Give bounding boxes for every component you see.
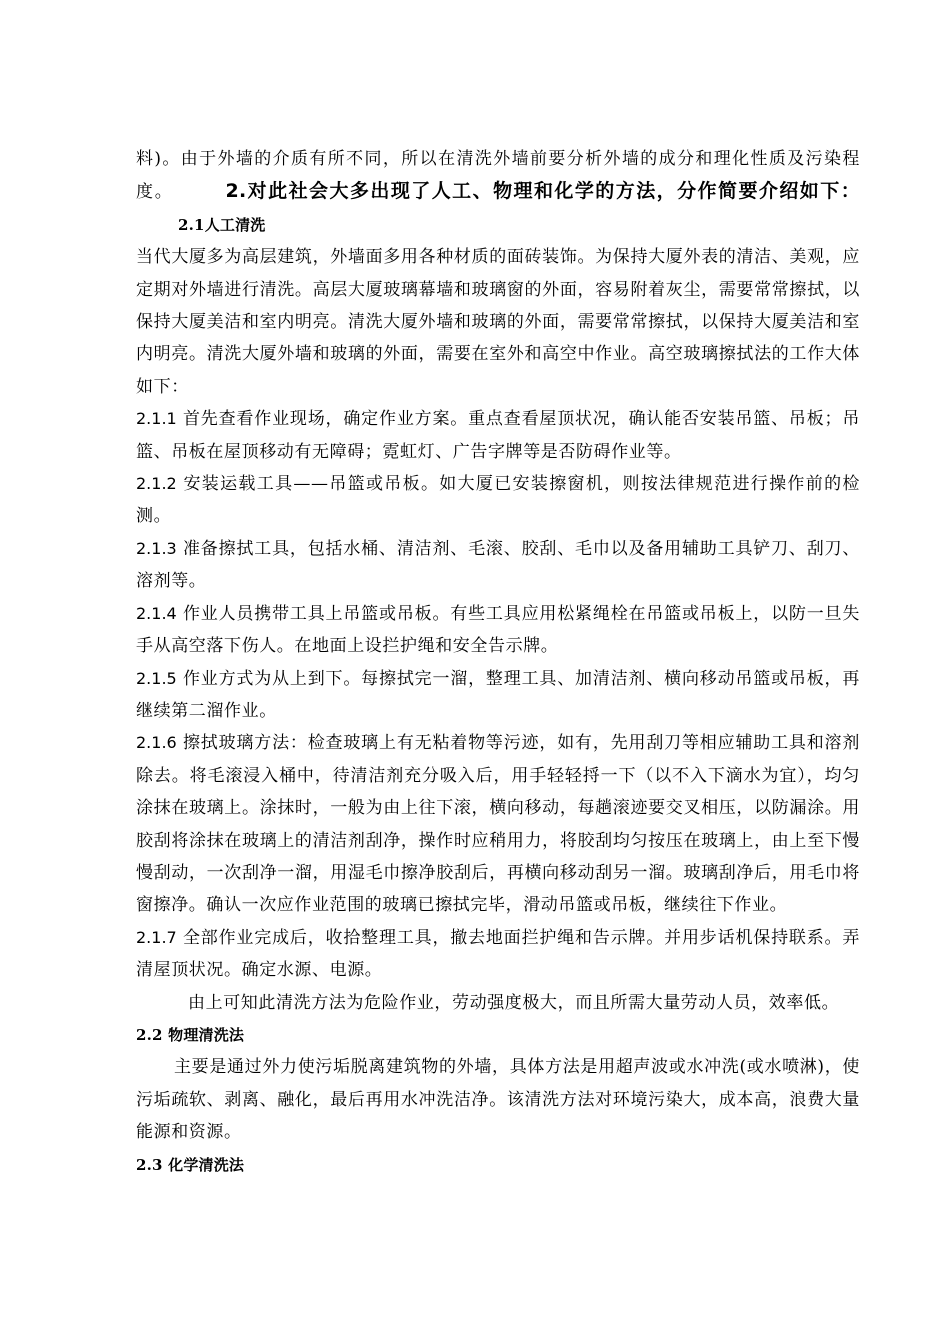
section-2-1-heading: 2.1人工清洗	[178, 215, 266, 234]
step-text: 首先查看作业现场，确定作业方案。重点查看屋顶状况，确认能否安装吊篮、吊板；吊篮、吊板在屋顶移动有无障碍；霓虹灯、广告字牌等是否防碍作业等。	[136, 409, 860, 462]
step-number: 2.1.5	[136, 668, 177, 688]
section-2-heading: 2.对此社会大多出现了人工、物理和化学的方法，分作简要介绍如下：	[225, 180, 860, 203]
intro-text: 料)。由于外墙的介质有所不同，所以在清洗外墙前要分析外墙的成分和理化性质及污染程度。	[136, 149, 860, 203]
step-number: 2.1.6	[136, 733, 177, 753]
step-text: 擦拭玻璃方法：检查玻璃上有无粘着物等污迹，如有，先用刮刀等相应辅助工具和溶剂除去。将毛滚浸入桶中，待清洁剂充分吸入后，用手轻轻捋一下（以不入下滴水为宜），均匀涂抹在玻璃上。涂抹时，一般为由上往下滚，横向移动，每趟滚迹要交叉相压，以防漏涂。用胶刮将涂抹在玻璃上的清洁剂刮净，操作时应稍用力，将胶刮均匀按压在玻璃上，由上至下慢慢刮动，一次刮净一溜，用湿毛巾擦净胶刮后，再横向移动刮另一溜。玻璃刮净后，用毛巾将窗擦净。确认一次应作业范围的玻璃已擦拭完毕，滑动吊篮或吊板，继续往下作业。	[136, 733, 860, 916]
step-text: 作业人员携带工具上吊篮或吊板。有些工具应用松紧绳栓在吊篮或吊板上，以防一旦失手从高空落下伤人。在地面上设拦护绳和安全告示牌。	[136, 603, 860, 657]
step-number: 2.1.4	[136, 603, 177, 623]
conclusion-paragraph: 由上可知此清洗方法为危险作业，劳动强度极大，而且所需大量劳动人员，效率低。	[188, 992, 840, 1013]
document-body	[136, 143, 860, 1181]
step-number: 2.1.1	[136, 409, 177, 429]
section-2-3-heading: 2.3 化学清洗法	[136, 1155, 245, 1174]
step-2-1-4	[136, 598, 860, 663]
step-2-1-7	[136, 922, 860, 987]
step-2-1-1	[136, 403, 860, 468]
intro-paragraph	[136, 143, 860, 241]
section-2-2-heading: 2.2 物理清洗法	[136, 1025, 245, 1044]
step-2-1-2	[136, 468, 860, 533]
step-text: 作业方式为从上到下。每擦拭完一溜，整理工具、加清洁剂、横向移动吊篮或吊板，再继续第二溜作业。	[136, 668, 860, 721]
step-2-1-6	[136, 727, 860, 921]
step-2-1-3	[136, 533, 860, 598]
physical-cleaning-paragraph: 主要是通过外力使污垢脱离建筑物的外墙，具体方法是用超声波或水冲洗(或水喷淋)，使污垢疏软、剥离、融化，最后再用水冲洗洁净。该清洗方法对环境污染大，成本高，浪费大量能源和资源。	[136, 1057, 860, 1143]
step-text: 准备擦拭工具，包括水桶、清洁剂、毛滚、胶刮、毛巾以及备用辅助工具铲刀、刮刀、溶剂等。	[136, 538, 860, 592]
step-number: 2.1.7	[136, 927, 177, 947]
step-number: 2.1.2	[136, 474, 177, 494]
step-text: 安装运载工具——吊篮或吊板。如大厦已安装擦窗机，则按法律规范进行操作前的检测。	[136, 474, 860, 527]
step-text: 全部作业完成后，收拾整理工具，撤去地面拦护绳和告示牌。并用步话机保持联系。弄清屋顶状况。确定水源、电源。	[136, 927, 860, 981]
manual-cleaning-paragraph: 当代大厦多为高层建筑，外墙面多用各种材质的面砖装饰。为保持大厦外表的清洁、美观，应定期对外墙进行清洗。高层大厦玻璃幕墙和玻璃窗的外面，容易附着灰尘，需要常常擦拭，以保持大厦美洁和室内明亮。清洗大厦外墙和玻璃的外面，需要常常擦拭，以保持大厦美洁和室内明亮。清洗大厦外墙和玻璃的外面，需要在室外和高空中作业。高空玻璃擦拭法的工作大体如下：	[136, 247, 860, 397]
step-2-1-5	[136, 663, 860, 728]
step-number: 2.1.3	[136, 538, 177, 558]
